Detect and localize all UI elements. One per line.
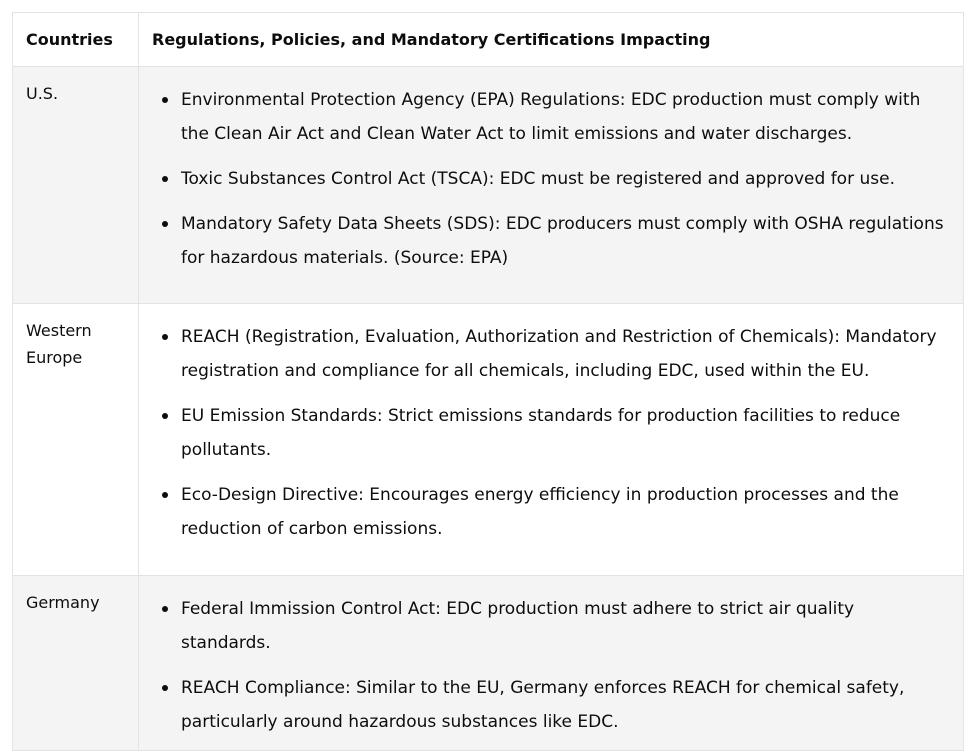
country-cell bbox=[13, 67, 139, 304]
header-countries bbox=[13, 13, 139, 67]
list-item bbox=[159, 162, 949, 196]
regulations-cell bbox=[139, 576, 964, 751]
bullet-icon bbox=[162, 606, 168, 612]
list-item-text: Eco-Design Directive: Encourages energy efficiency in production processes and the reduction of carbon emissions. bbox=[181, 485, 899, 539]
regulation-list bbox=[139, 67, 963, 275]
bullet-icon bbox=[162, 334, 168, 340]
list-item-text: Environmental Protection Agency (EPA) Regulations: EDC production must comply with the Clean Air Act and Clean Water Act to limit emissions and water discharges. bbox=[181, 90, 921, 144]
table-row bbox=[13, 576, 964, 751]
list-item-text: REACH (Registration, Evaluation, Authorization and Restriction of Chemicals): Mandatory registration and compliance for all chemicals, including EDC, used within the EU. bbox=[181, 327, 937, 381]
list-item-text: Mandatory Safety Data Sheets (SDS): EDC producers must comply with OSHA regulations for hazardous materials. (Source: EPA) bbox=[181, 214, 944, 268]
list-item bbox=[159, 592, 949, 660]
regulation-list bbox=[139, 304, 963, 546]
list-item bbox=[159, 399, 949, 467]
regulation-list bbox=[139, 576, 963, 739]
country-cell bbox=[13, 576, 139, 751]
list-item bbox=[159, 320, 949, 388]
bullet-icon bbox=[162, 413, 168, 419]
list-item-text: Toxic Substances Control Act (TSCA): EDC must be registered and approved for use. bbox=[181, 169, 895, 189]
country-cell bbox=[13, 304, 139, 576]
table-row bbox=[13, 67, 964, 304]
regulations-cell bbox=[139, 67, 964, 304]
regulations-cell bbox=[139, 304, 964, 576]
country-name: Western Europe bbox=[26, 321, 92, 367]
list-item-text: REACH Compliance: Similar to the EU, Germany enforces REACH for chemical safety, particularly around hazardous substances like EDC. bbox=[181, 678, 905, 732]
table-row bbox=[13, 304, 964, 576]
header-countries-label: Countries bbox=[26, 30, 113, 49]
table-header-row bbox=[13, 13, 964, 67]
bullet-icon bbox=[162, 685, 168, 691]
country-name: U.S. bbox=[26, 84, 59, 103]
list-item-text: EU Emission Standards: Strict emissions standards for production facilities to reduce pollutants. bbox=[181, 406, 901, 460]
bullet-icon bbox=[162, 492, 168, 498]
bullet-icon bbox=[162, 97, 168, 103]
list-item bbox=[159, 207, 949, 275]
list-item bbox=[159, 671, 949, 739]
list-item bbox=[159, 83, 949, 151]
list-item bbox=[159, 478, 949, 546]
bullet-icon bbox=[162, 176, 168, 182]
header-regulations bbox=[139, 13, 964, 67]
list-item-text: Federal Immission Control Act: EDC production must adhere to strict air quality standards. bbox=[181, 599, 855, 653]
regulations-table bbox=[12, 12, 964, 751]
header-regulations-label: Regulations, Policies, and Mandatory Certifications Impacting bbox=[152, 30, 711, 49]
bullet-icon bbox=[162, 221, 168, 227]
country-name: Germany bbox=[26, 593, 100, 612]
